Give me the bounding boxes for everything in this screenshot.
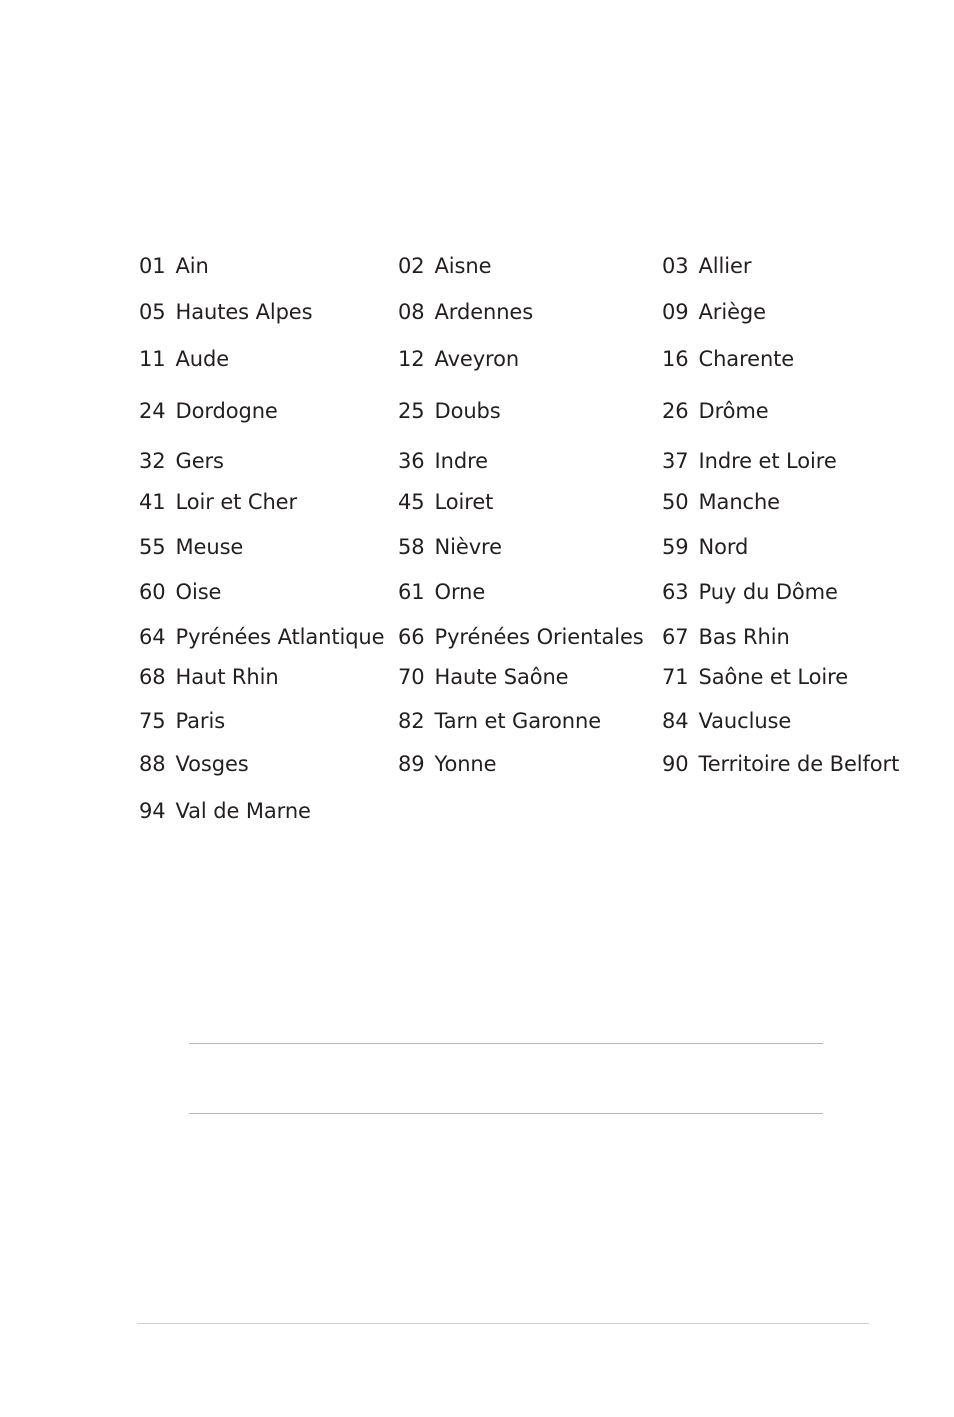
horizontal-rule-bottom: [189, 1113, 823, 1114]
department-code: 68: [139, 665, 166, 689]
department-item: [398, 708, 601, 734]
department-name: Yonne: [434, 752, 497, 776]
department-code: 41: [139, 490, 166, 514]
department-item: [662, 489, 780, 515]
department-item: [139, 708, 225, 734]
department-item: [662, 708, 791, 734]
department-code: 84: [662, 709, 689, 733]
department-item: [398, 299, 533, 325]
department-code: 89: [398, 752, 425, 776]
horizontal-rule-top: [189, 1043, 823, 1044]
department-name: Dordogne: [175, 399, 278, 423]
department-code: 88: [139, 752, 166, 776]
department-code: 36: [398, 449, 425, 473]
department-code: 02: [398, 254, 425, 278]
department-code: 71: [662, 665, 689, 689]
department-code: 66: [398, 625, 425, 649]
department-item: [662, 299, 766, 325]
department-item: [139, 664, 279, 690]
department-item: [662, 346, 794, 372]
department-code: 05: [139, 300, 166, 324]
department-name: Tarn et Garonne: [434, 709, 602, 733]
department-name: Haute Saône: [434, 665, 569, 689]
department-name: Haut Rhin: [175, 665, 279, 689]
department-item: [398, 398, 501, 424]
department-name: Saône et Loire: [698, 665, 849, 689]
department-item: [139, 798, 311, 824]
department-item: [398, 534, 502, 560]
department-name: Oise: [175, 580, 222, 604]
department-item: [139, 534, 243, 560]
department-item: [398, 579, 485, 605]
department-name: Ain: [175, 254, 209, 278]
department-name: Orne: [434, 580, 486, 604]
department-name: Loiret: [434, 490, 494, 514]
department-name: Pyrénées Orientales: [434, 625, 644, 649]
department-item: [662, 751, 899, 777]
department-item: [662, 448, 837, 474]
department-name: Vosges: [175, 752, 249, 776]
department-item: [398, 489, 493, 515]
department-item: [139, 253, 209, 279]
department-code: 09: [662, 300, 689, 324]
department-code: 32: [139, 449, 166, 473]
department-item: [139, 489, 297, 515]
department-item: [139, 299, 312, 325]
department-code: 08: [398, 300, 425, 324]
department-name: Hautes Alpes: [175, 300, 313, 324]
department-name: Ariège: [698, 300, 766, 324]
department-name: Aude: [175, 347, 230, 371]
department-code: 11: [139, 347, 166, 371]
department-code: 75: [139, 709, 166, 733]
department-name: Charente: [698, 347, 795, 371]
department-code: 67: [662, 625, 689, 649]
department-name: Indre: [434, 449, 488, 473]
department-item: [398, 751, 496, 777]
department-item: [139, 448, 224, 474]
department-item: [398, 664, 569, 690]
department-item: [662, 253, 751, 279]
department-code: 45: [398, 490, 425, 514]
department-name: Doubs: [434, 399, 501, 423]
department-name: Ardennes: [434, 300, 534, 324]
department-item: [139, 751, 249, 777]
department-name: Pyrénées Atlantique: [175, 625, 385, 649]
department-name: Nord: [698, 535, 749, 559]
department-name: Bas Rhin: [698, 625, 790, 649]
department-name: Drôme: [698, 399, 769, 423]
department-code: 01: [139, 254, 166, 278]
department-code: 59: [662, 535, 689, 559]
department-name: Val de Marne: [175, 799, 311, 823]
department-code: 58: [398, 535, 425, 559]
department-item: [139, 579, 221, 605]
department-name: Puy du Dôme: [698, 580, 838, 604]
department-name: Vaucluse: [698, 709, 792, 733]
department-code: 26: [662, 399, 689, 423]
department-name: Gers: [175, 449, 224, 473]
department-name: Allier: [698, 254, 752, 278]
department-item: [398, 624, 644, 650]
department-name: Territoire de Belfort: [698, 752, 900, 776]
department-code: 24: [139, 399, 166, 423]
department-item: [139, 398, 278, 424]
department-code: 63: [662, 580, 689, 604]
department-name: Paris: [175, 709, 226, 733]
department-item: [662, 664, 848, 690]
department-name: Meuse: [175, 535, 244, 559]
department-code: 50: [662, 490, 689, 514]
department-name: Nièvre: [434, 535, 502, 559]
department-item: [398, 253, 491, 279]
department-item: [662, 534, 748, 560]
department-code: 90: [662, 752, 689, 776]
department-code: 12: [398, 347, 425, 371]
department-code: 60: [139, 580, 166, 604]
department-code: 70: [398, 665, 425, 689]
department-name: Manche: [698, 490, 781, 514]
department-item: [139, 346, 229, 372]
department-item: [398, 346, 519, 372]
department-item: [662, 579, 838, 605]
department-code: 82: [398, 709, 425, 733]
department-name: Indre et Loire: [698, 449, 837, 473]
department-item: [662, 398, 769, 424]
department-item: [139, 624, 384, 650]
department-item: [398, 448, 488, 474]
department-code: 25: [398, 399, 425, 423]
footer-rule: [137, 1323, 869, 1324]
department-name: Aisne: [434, 254, 492, 278]
department-code: 03: [662, 254, 689, 278]
department-code: 16: [662, 347, 689, 371]
department-name: Loir et Cher: [175, 490, 298, 514]
department-code: 64: [139, 625, 166, 649]
department-item: [662, 624, 790, 650]
department-code: 37: [662, 449, 689, 473]
department-name: Aveyron: [434, 347, 520, 371]
department-code: 61: [398, 580, 425, 604]
department-code: 55: [139, 535, 166, 559]
department-code: 94: [139, 799, 166, 823]
